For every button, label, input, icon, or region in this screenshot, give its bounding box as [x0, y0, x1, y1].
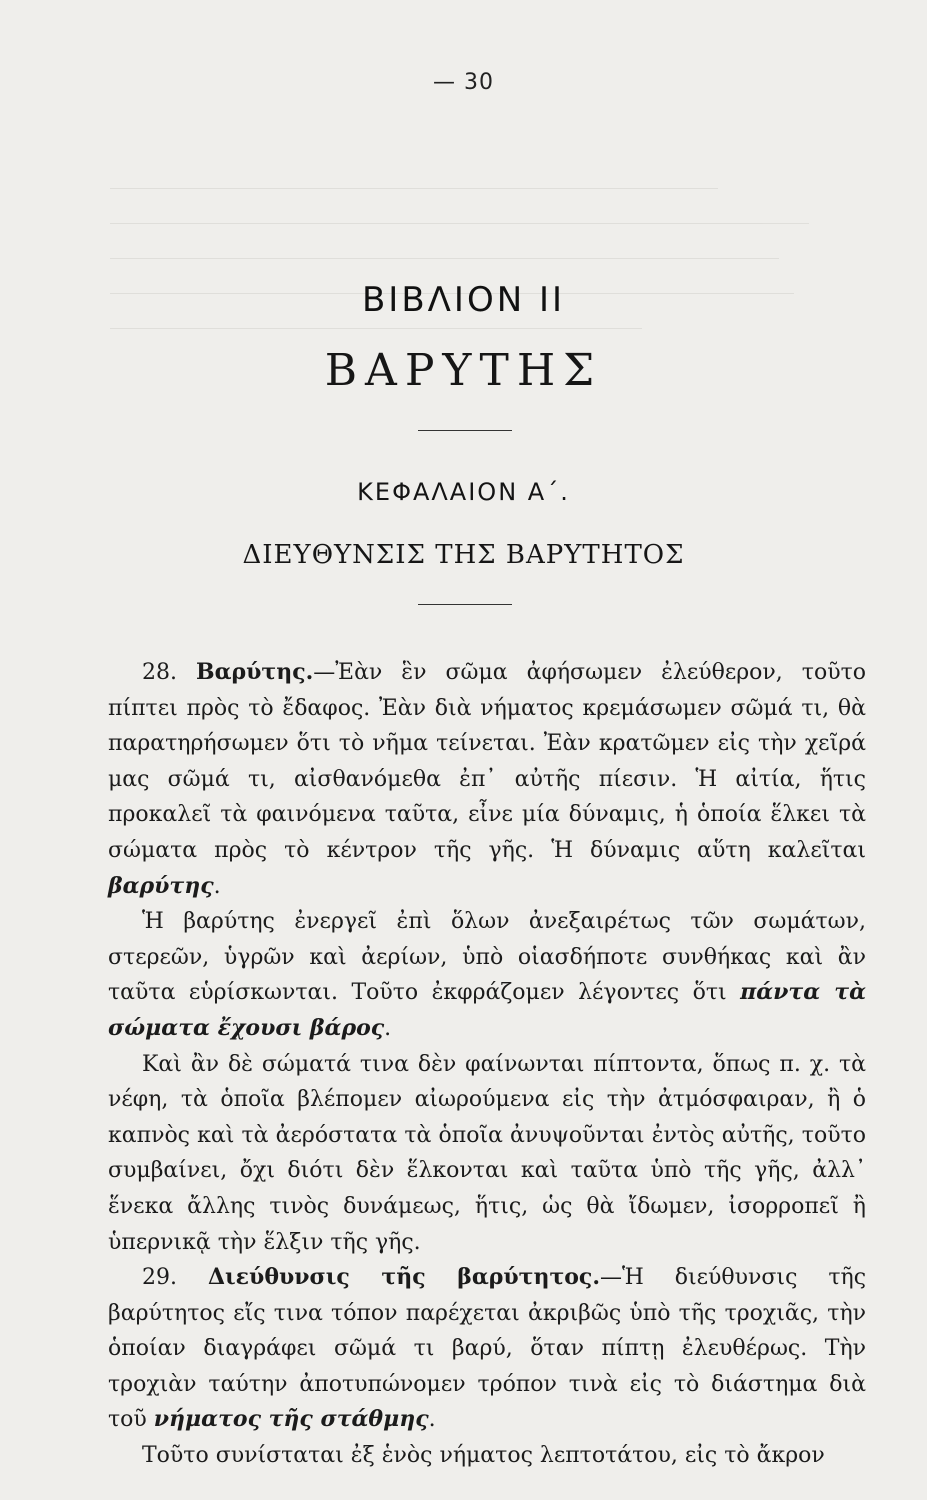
emphasized-term: πάντα τὰ σώματα ἔχουσι βάρος — [108, 979, 866, 1041]
paragraph — [108, 655, 866, 904]
book-heading: ΒΙΒΛΙΟΝ ΙΙ — [361, 280, 566, 320]
divider-rule — [418, 604, 512, 605]
paragraph-text: Τοῦτο συνίσταται ἐξ ἑνὸς νήματος λεπτοτάτου, εἰς τὸ ἄκρον — [142, 1443, 825, 1469]
emphasized-term: νήματος τῆς στάθμης — [153, 1406, 429, 1433]
paragraph — [108, 1260, 866, 1438]
chapter-heading: ΚΕΦΑΛΑΙΟΝ Α΄. — [357, 478, 570, 506]
subject-title: ΒΑΡΥΤΗΣ — [324, 345, 603, 396]
paragraph-text: Ἡ βαρύτης ἐνεργεῖ ἐπὶ ὅλων ἀνεξαιρέτως τῶν σωμάτων, στερεῶν, ὑγρῶν καὶ ἀερίων, ὑπὸ οἱασδήποτε συνθήκας καὶ ἂν ταῦτα εὑρίσκωνται. Τοῦτο ἐκφράζομεν λέγοντες ὅτι — [108, 909, 866, 1006]
paragraph — [108, 904, 866, 1046]
section-number: 28. — [142, 660, 177, 685]
paragraph-text-end: . — [384, 1015, 392, 1041]
section-title: Βαρύτης. — [196, 659, 314, 685]
chapter-title: ΔΙΕΥΘΥΝΣΙΣ ΤΗΣ ΒΑΡΥΤΗΤΟΣ — [242, 540, 685, 570]
paragraph-text-end: . — [213, 873, 221, 899]
paragraph-text: —Ἡ διεύθυνσις τῆς βαρύτητος εἴς τινα τόπον παρέχεται ἀκριβῶς ὑπὸ τῆς τροχιᾶς, τὴν ὁποίαν διαγράφει σῶμά τι βαρύ, ὅταν πίπτῃ ἐλευθέρως. Τὴν τροχιὰν ταύτην ἀποτυπώνομεν τρόπον τινὰ εἰς τὸ διάστημα διὰ τοῦ — [108, 1265, 867, 1433]
paragraph-text: —Ἐὰν ἓν σῶμα ἀφήσωμεν ἐλεύθερον, τοῦτο πίπτει πρὸς τὸ ἔδαφος. Ἐὰν διὰ νήματος κρεμάσωμεν σῶμά τι, θὰ παρατηρήσωμεν ὅτι τὸ νῆμα τείνεται. Ἐὰν κρατῶμεν εἰς τὴν χεῖρά μας σῶμά τι, αἰσθανόμεθα ἐπ᾿ αὐτῆς πίεσιν. Ἡ αἰτία, ἥτις προκαλεῖ τὰ φαινόμενα ταῦτα, εἶνε μία δύναμις, ἡ ὁποία ἕλκει τὰ σώματα πρὸς τὸ κέντρον τῆς γῆς. Ἡ δύναμις αὕτη καλεῖται — [108, 660, 866, 863]
page-number: — 30 — [433, 70, 494, 95]
paragraph — [108, 1047, 866, 1261]
emphasized-term: βαρύτης — [108, 872, 214, 899]
divider-rule — [418, 430, 512, 431]
paragraph-text: Καὶ ἂν δὲ σώματά τινα δὲν φαίνωνται πίπτοντα, ὅπως π. χ. τὰ νέφη, τὰ ὁποῖα βλέπομεν αἰωρούμενα εἰς τὴν ἀτμόσφαιραν, ἢ ὁ καπνὸς καὶ τὰ ἀερόστατα τὰ ὁποῖα ἀνυψοῦνται ἐντὸς αὐτῆς, τοῦτο συμβαίνει, ὄχι διότι δὲν ἕλκονται καὶ ταῦτα ὑπὸ τῆς γῆς, ἀλλ᾿ ἕνεκα ἄλλης τινὸς δυνάμεως, ἥτις, ὡς θὰ ἴδωμεν, ἰσορροπεῖ ἢ ὑπερνικᾷ τὴν ἕλξιν τῆς γῆς. — [108, 1051, 866, 1255]
body-text — [108, 655, 866, 1474]
section-number: 29. — [142, 1265, 177, 1291]
paragraph — [108, 1438, 866, 1474]
paragraph-text-end: . — [428, 1407, 436, 1433]
section-title: Διεύθυνσις τῆς βαρύτητος. — [207, 1264, 600, 1291]
